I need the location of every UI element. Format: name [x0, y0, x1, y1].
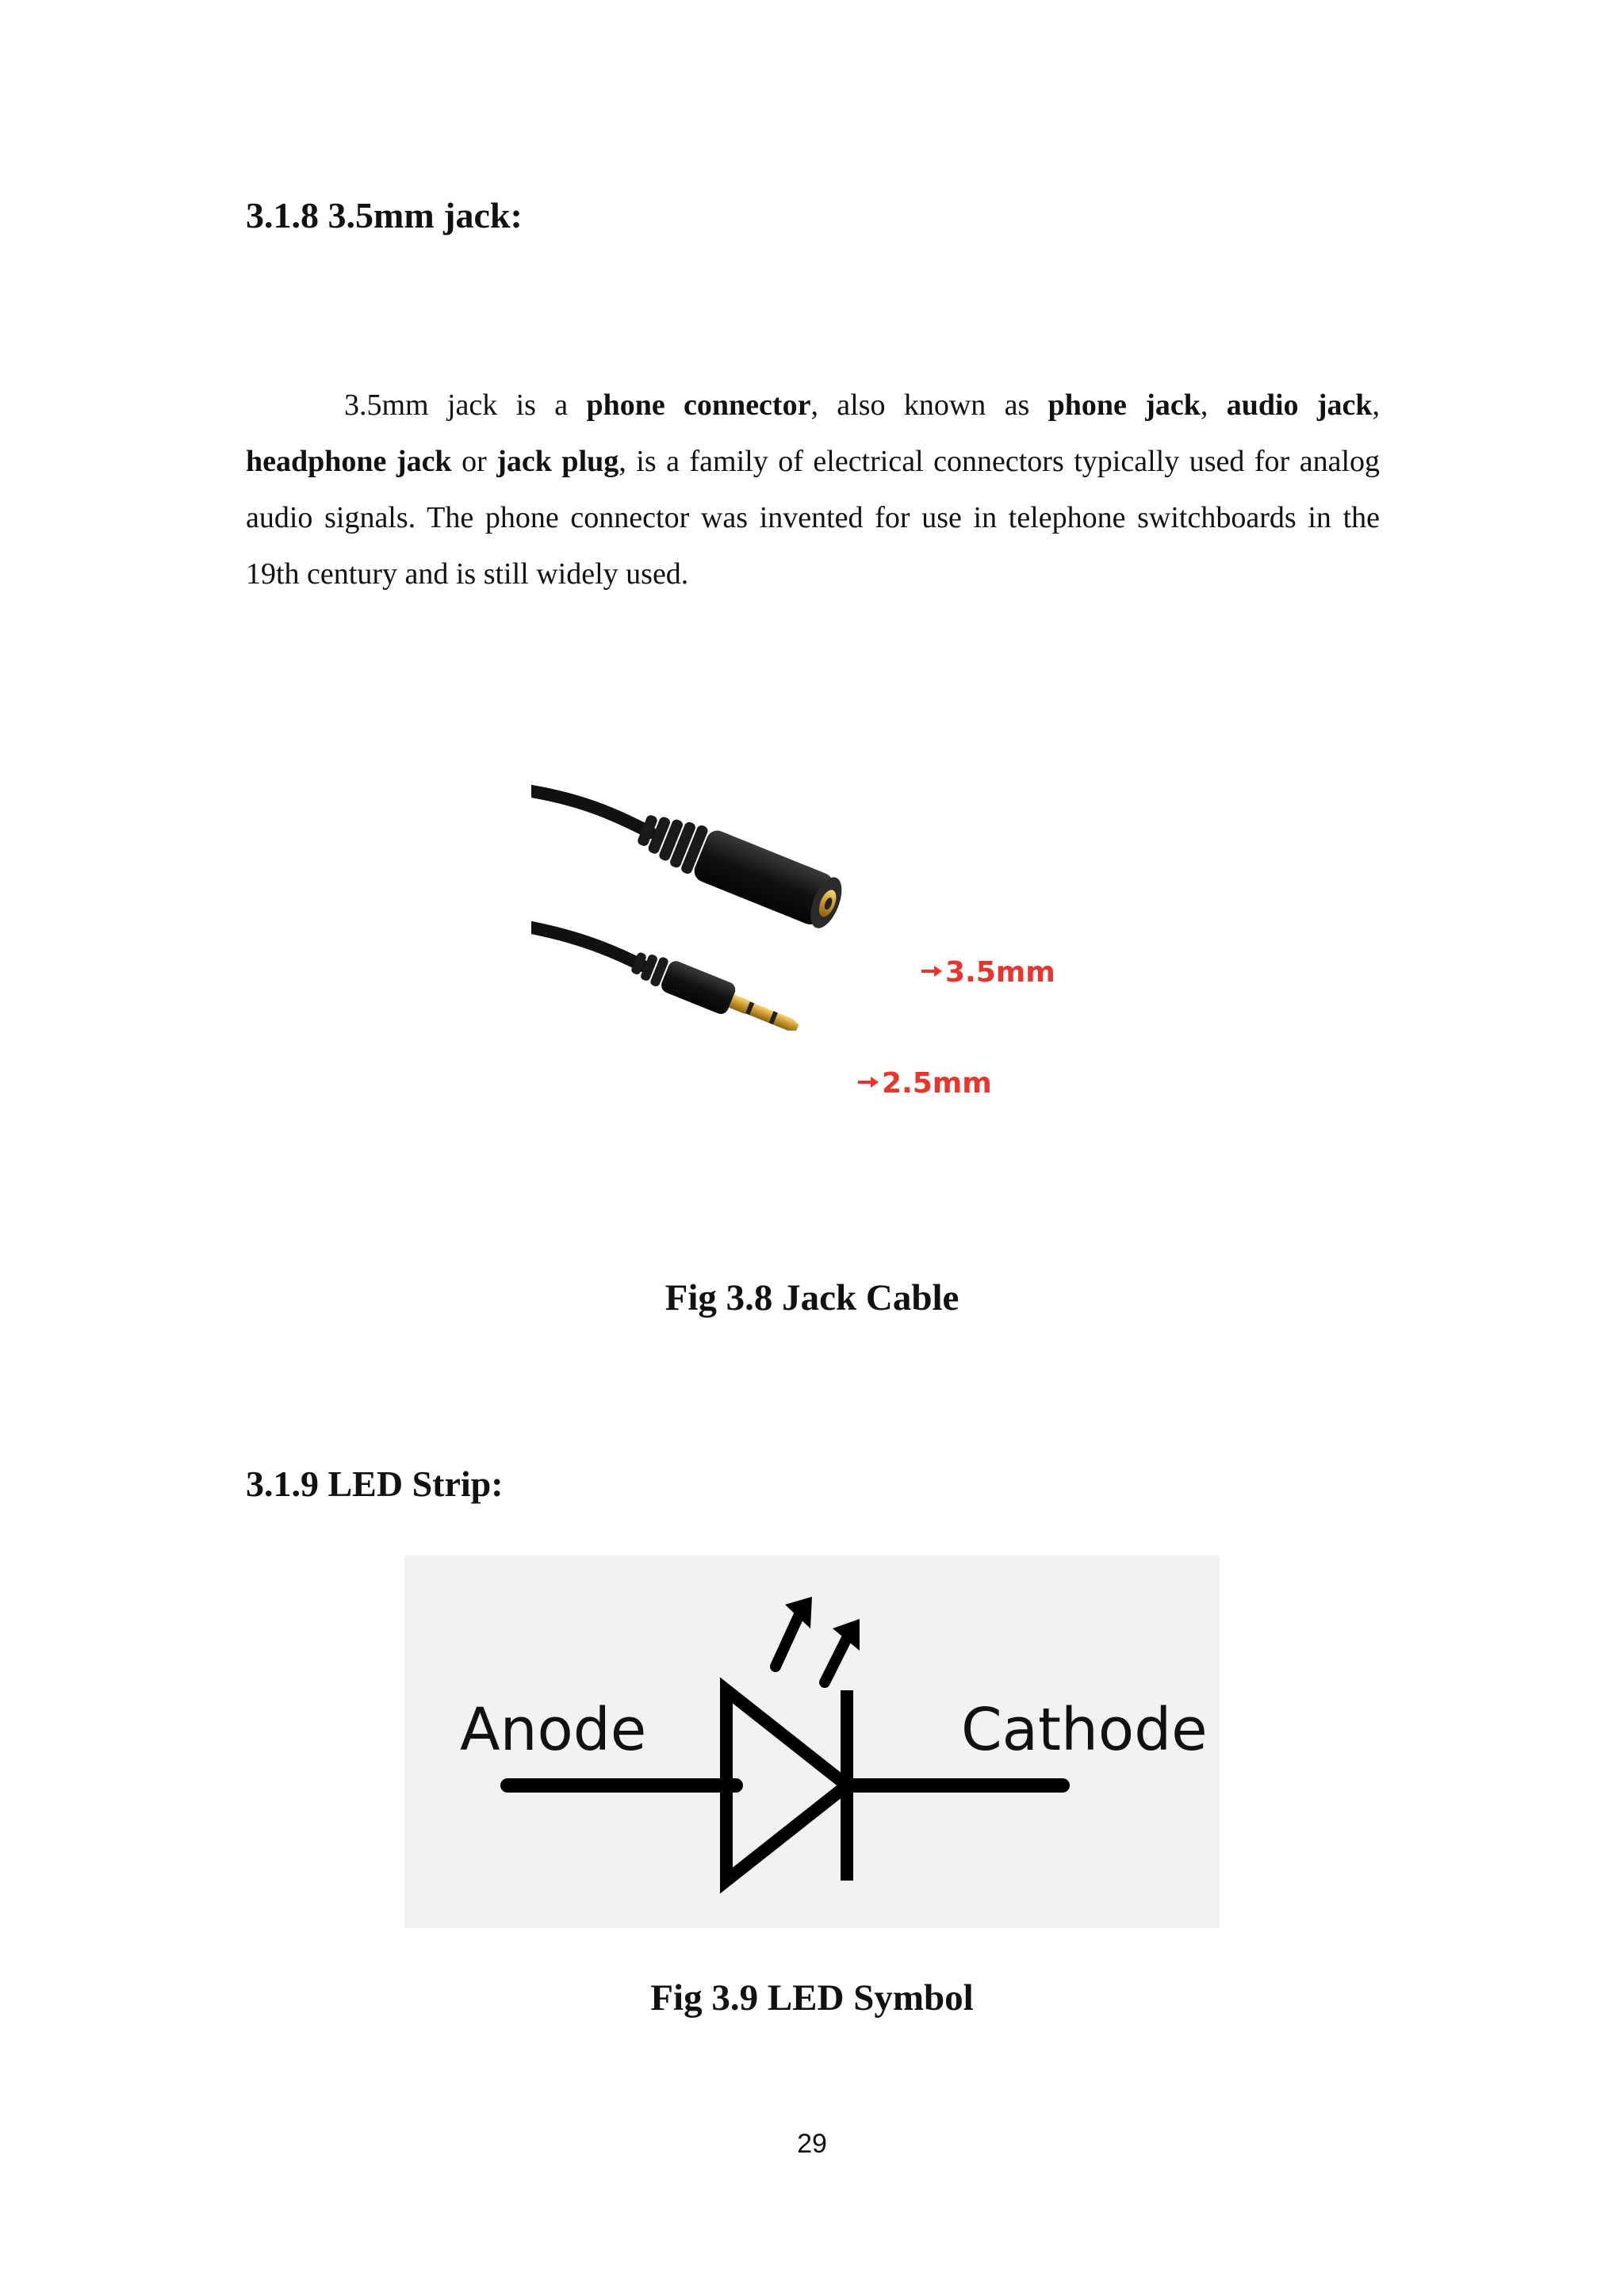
light-emission-arrows-icon: [776, 1597, 860, 1682]
para-bold-term: jack plug: [496, 445, 619, 478]
jack-cable-figure: [531, 769, 1063, 1142]
para-bold-term: phone jack: [1048, 388, 1201, 422]
para-text: ,: [1372, 388, 1381, 422]
female-size-label: [921, 956, 1055, 989]
section-heading-led: 3.1.9 LED Strip:: [246, 1464, 504, 1504]
led-symbol-figure: [404, 1556, 1220, 1928]
male-size-label: [858, 1067, 992, 1100]
diode-triangle: [726, 1690, 847, 1881]
para-bold-term: phone connector: [586, 388, 811, 422]
male-connector: [531, 928, 804, 1043]
para-bold-term: headphone jack: [246, 445, 452, 478]
anode-label: Anode: [460, 1696, 647, 1764]
male-size-text: 2.5mm: [882, 1067, 992, 1100]
section-heading-jack: 3.1.8 3.5mm jack:: [246, 195, 523, 235]
para-text: 3.5mm jack is a: [344, 388, 587, 422]
female-size-text: 3.5mm: [945, 956, 1055, 989]
para-text: , is a family of electrical connectors typically used for analog audio signals. The phone connector was invented for use in telephone switchboards in the 19th century and is still widely used.: [246, 445, 1381, 591]
cathode-label: Cathode: [961, 1696, 1208, 1764]
para-text: , also known as: [810, 388, 1048, 422]
para-text: or: [451, 445, 497, 478]
para-bold-term: audio jack: [1226, 388, 1373, 422]
led-symbol-diagram: [404, 1556, 1220, 1928]
para-text: ,: [1200, 388, 1227, 422]
page-number: 29: [797, 2129, 827, 2159]
jack-cable-illustration: [531, 769, 1063, 1142]
figure-caption-led: Fig 3.9 LED Symbol: [650, 1977, 974, 2019]
female-connector: [531, 791, 848, 932]
figure-caption-jack: Fig 3.8 Jack Cable: [665, 1277, 959, 1318]
jack-description-paragraph: [246, 377, 1380, 603]
